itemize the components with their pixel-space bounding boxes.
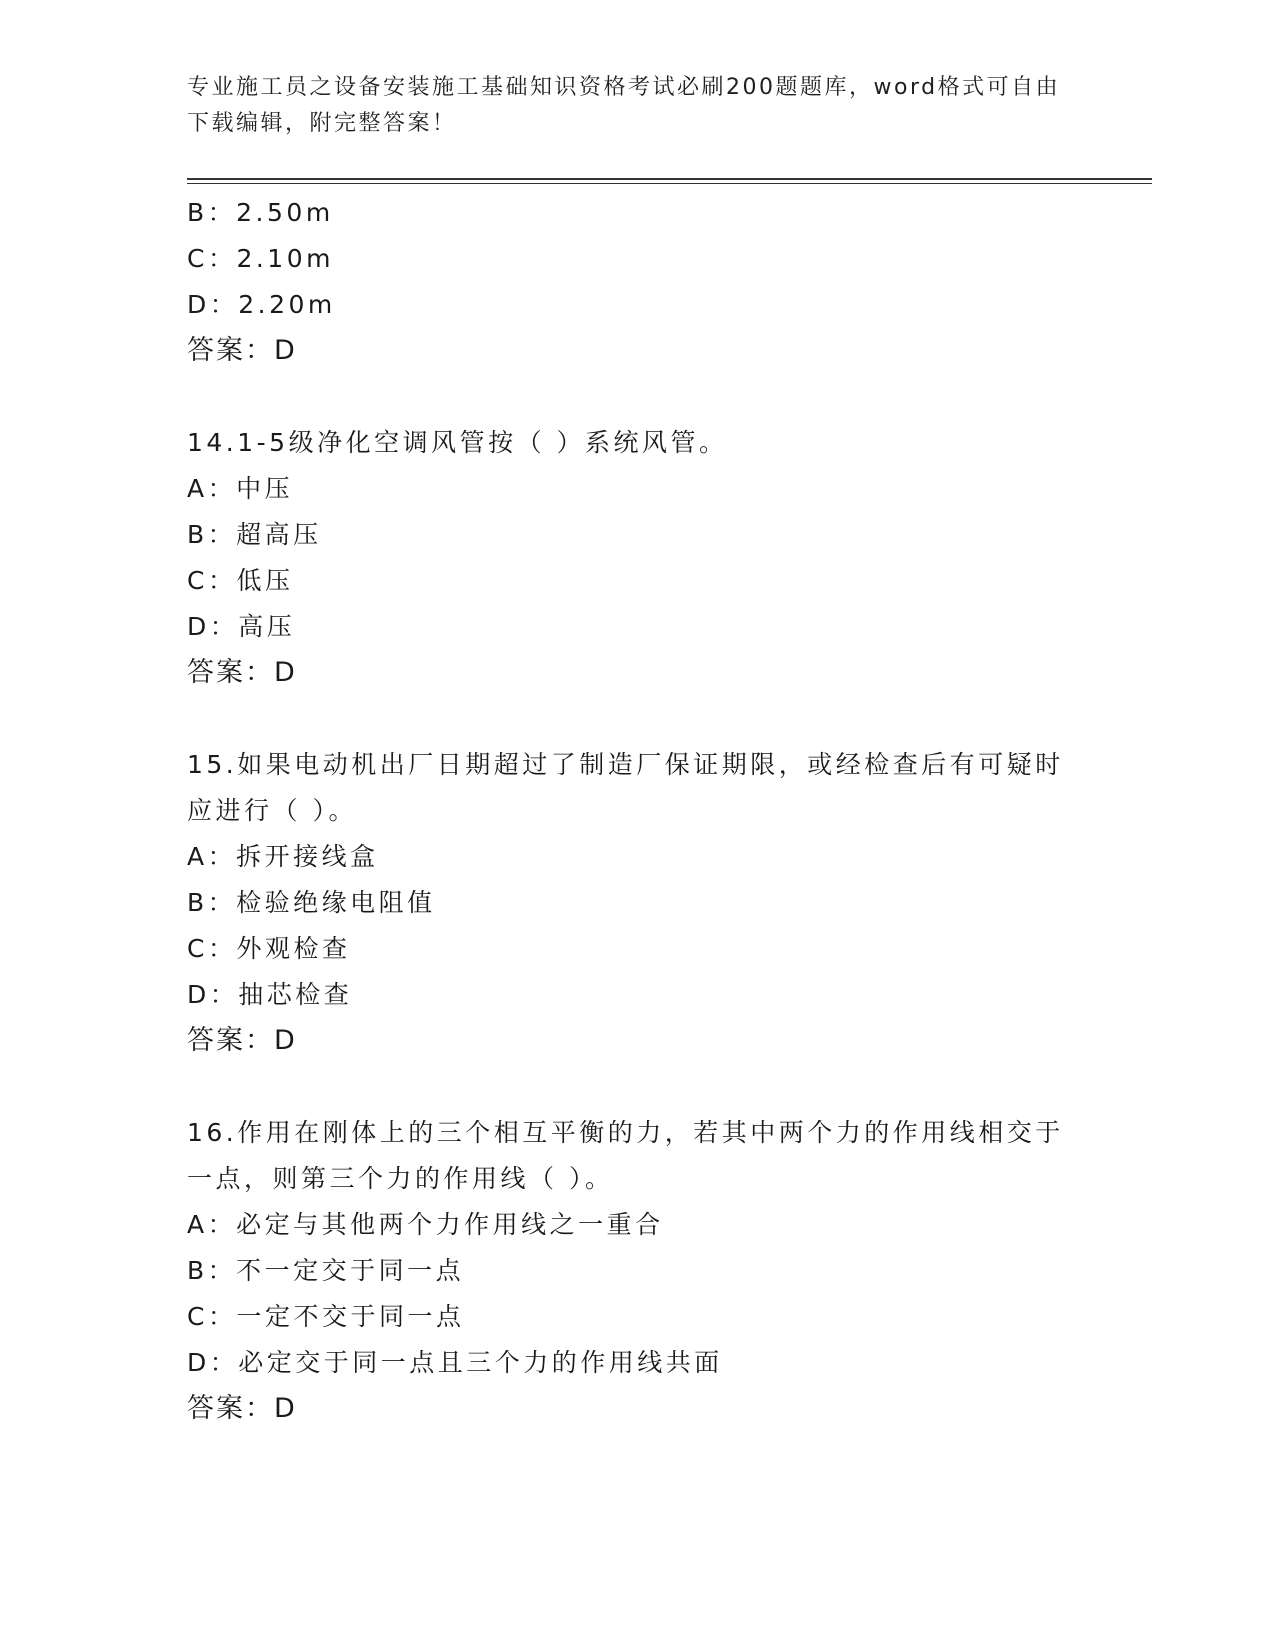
option-a: A：拆开接线盒 (187, 842, 379, 871)
option-d: D：必定交于同一点且三个力的作用线共面 (187, 1348, 723, 1377)
question-block-carryover (187, 190, 1087, 374)
question-block-14 (187, 420, 1087, 696)
option-d: D：高压 (187, 612, 296, 641)
question-text-line-1: 16.作用在刚体上的三个相互平衡的力，若其中两个力的作用线相交于 (187, 1118, 1064, 1147)
question-text-line-1: 15.如果电动机出厂日期超过了制造厂保证期限，或经检查后有可疑时 (187, 750, 1064, 779)
header-divider-thin (187, 183, 1152, 184)
option-c: C：外观检查 (187, 934, 351, 963)
answer-line: 答案：D (187, 1393, 297, 1424)
spacer (187, 374, 1087, 420)
option-d: D：2.20m (187, 290, 336, 319)
spacer (187, 1064, 1087, 1110)
option-b: B：检验绝缘电阻值 (187, 888, 436, 917)
option-b: B：不一定交于同一点 (187, 1256, 465, 1285)
option-d: D：抽芯检查 (187, 980, 353, 1009)
document-title: 专业施工员之设备安装施工基础知识资格考试必刷200题题库，word格式可自由下载编辑，附完整答案！ (187, 75, 1061, 136)
option-c: C：2.10m (187, 244, 334, 273)
answer-line: 答案：D (187, 657, 297, 688)
option-c: C：一定不交于同一点 (187, 1302, 465, 1331)
option-a: A：中压 (187, 474, 294, 503)
option-b: B：超高压 (187, 520, 322, 549)
question-list (187, 190, 1087, 1432)
question-block-16 (187, 1110, 1087, 1432)
spacer (187, 696, 1087, 742)
document-header (187, 70, 1067, 142)
option-b: B：2.50m (187, 198, 334, 227)
question-block-15 (187, 742, 1087, 1064)
question-text-line-2: 一点，则第三个力的作用线（ ）。 (187, 1164, 614, 1193)
header-divider-thick (187, 178, 1152, 180)
question-text-line-2: 应进行（ ）。 (187, 796, 357, 825)
option-c: C：低压 (187, 566, 294, 595)
question-text: 14.1-5级净化空调风管按（ ）系统风管。 (187, 428, 728, 457)
answer-line: 答案：D (187, 1025, 297, 1056)
answer-line: 答案：D (187, 335, 297, 366)
option-a: A：必定与其他两个力作用线之一重合 (187, 1210, 664, 1239)
